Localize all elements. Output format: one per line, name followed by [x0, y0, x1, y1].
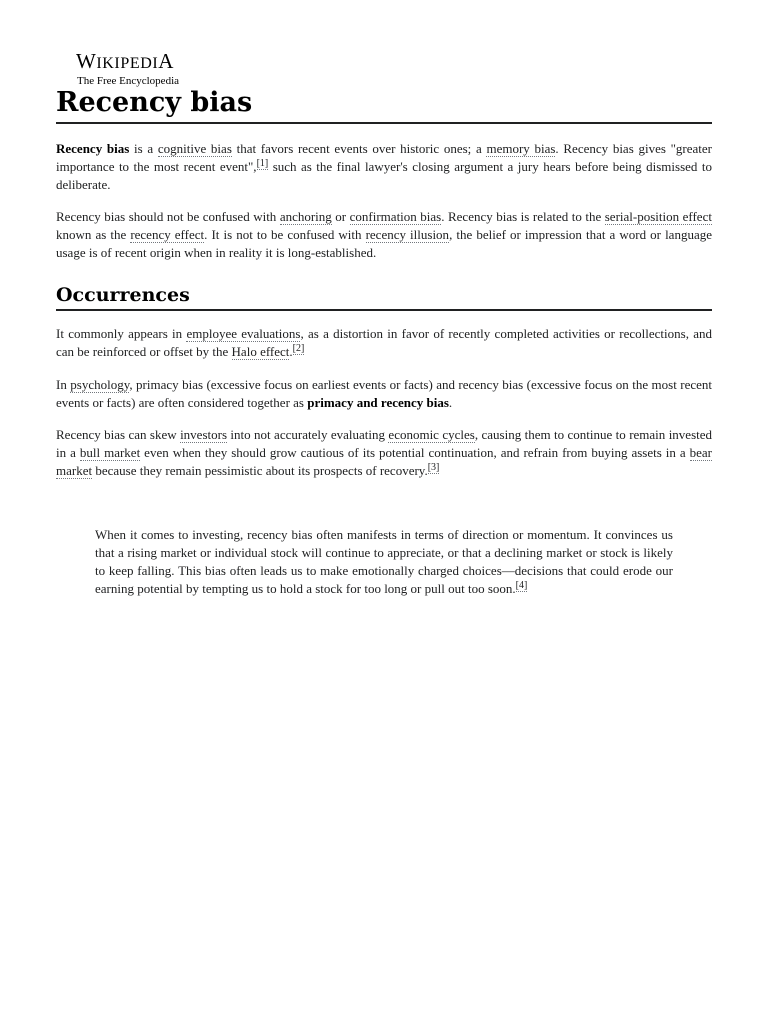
link-bull-market[interactable]: bull market: [79, 445, 141, 460]
occurrences-paragraph-2: In psychology, primacy bias (excessive focus on earliest events or facts) and recency bias (excessive focus on the most recent events or facts) are often considered together as primacy and recency bias.: [56, 377, 712, 410]
link-bear-market[interactable]: bear market: [56, 445, 712, 478]
link-serial-position-effect[interactable]: serial-position effect: [604, 209, 712, 224]
occurrences-paragraph-3: Recency bias can skew investors into not accurately evaluating economic cycles, causing them to continue to remain invested in a bull market even when they should grow cautious of its potential continuation, and refrain from buying assets in a bear market because they remain pessimistic about its prospects of recovery.[3]: [56, 427, 713, 478]
page-title: Recency bias: [56, 86, 712, 124]
citation-ref-1[interactable]: [1]: [256, 157, 269, 169]
citation-ref-4[interactable]: [4]: [515, 579, 528, 591]
intro-paragraph-1: Recency bias is a cognitive bias that favors recent events over historic ones; a memory bias. Recency bias gives "greater importance to the most recent event",[1] such as the final lawyer's closing argument a jury hears before being dismissed to deliberate.: [56, 141, 712, 192]
link-memory-bias[interactable]: memory bias: [486, 141, 556, 156]
citation-ref-2[interactable]: [2]: [292, 342, 305, 354]
link-confirmation-bias[interactable]: confirmation bias: [349, 209, 442, 224]
link-economic-cycles[interactable]: economic cycles: [388, 427, 475, 442]
link-recency-illusion[interactable]: recency illusion: [365, 227, 450, 242]
section-heading-occurrences: Occurrences: [56, 282, 712, 311]
link-psychology[interactable]: psychology: [70, 377, 130, 392]
wikipedia-logo[interactable]: [76, 50, 216, 87]
bold-term: primacy and recency bias: [307, 395, 449, 410]
bold-term: Recency bias: [56, 141, 130, 156]
link-recency-effect[interactable]: recency effect: [130, 227, 205, 242]
intro-paragraph-2: Recency bias should not be confused with anchoring or confirmation bias. Recency bias is related to the serial-position effect known as the recency effect. It is not to be confused with recency illusion, the belief or impression that a word or language usage is of recent origin when in reality it is long-established.: [56, 209, 712, 260]
link-anchoring[interactable]: anchoring: [279, 209, 332, 224]
wikipedia-wordmark: WIKIPEDIA: [76, 49, 174, 73]
link-investors[interactable]: investors: [180, 427, 228, 442]
link-halo-effect[interactable]: Halo effect: [231, 344, 290, 359]
block-quote: When it comes to investing, recency bias often manifests in terms of direction or momentum. It convinces us that a rising market or individual stock will continue to appreciate, or that a declining market or stock is likely to keep falling. This bias often leads us to make emotionally charged choices—decisions that could erode our earning potential by tempting us to hold a stock for too long or pull out too soon.[4]: [95, 527, 673, 596]
link-cognitive-bias[interactable]: cognitive bias: [157, 141, 232, 156]
occurrences-paragraph-1: It commonly appears in employee evaluations, as a distortion in favor of recently completed activities or recollections, and can be reinforced or offset by the Halo effect.[2]: [56, 326, 712, 359]
wikipedia-tagline: The Free Encyclopedia: [77, 75, 180, 87]
link-employee-evaluations[interactable]: employee evaluations: [186, 326, 301, 341]
citation-ref-3[interactable]: [3]: [427, 461, 440, 473]
